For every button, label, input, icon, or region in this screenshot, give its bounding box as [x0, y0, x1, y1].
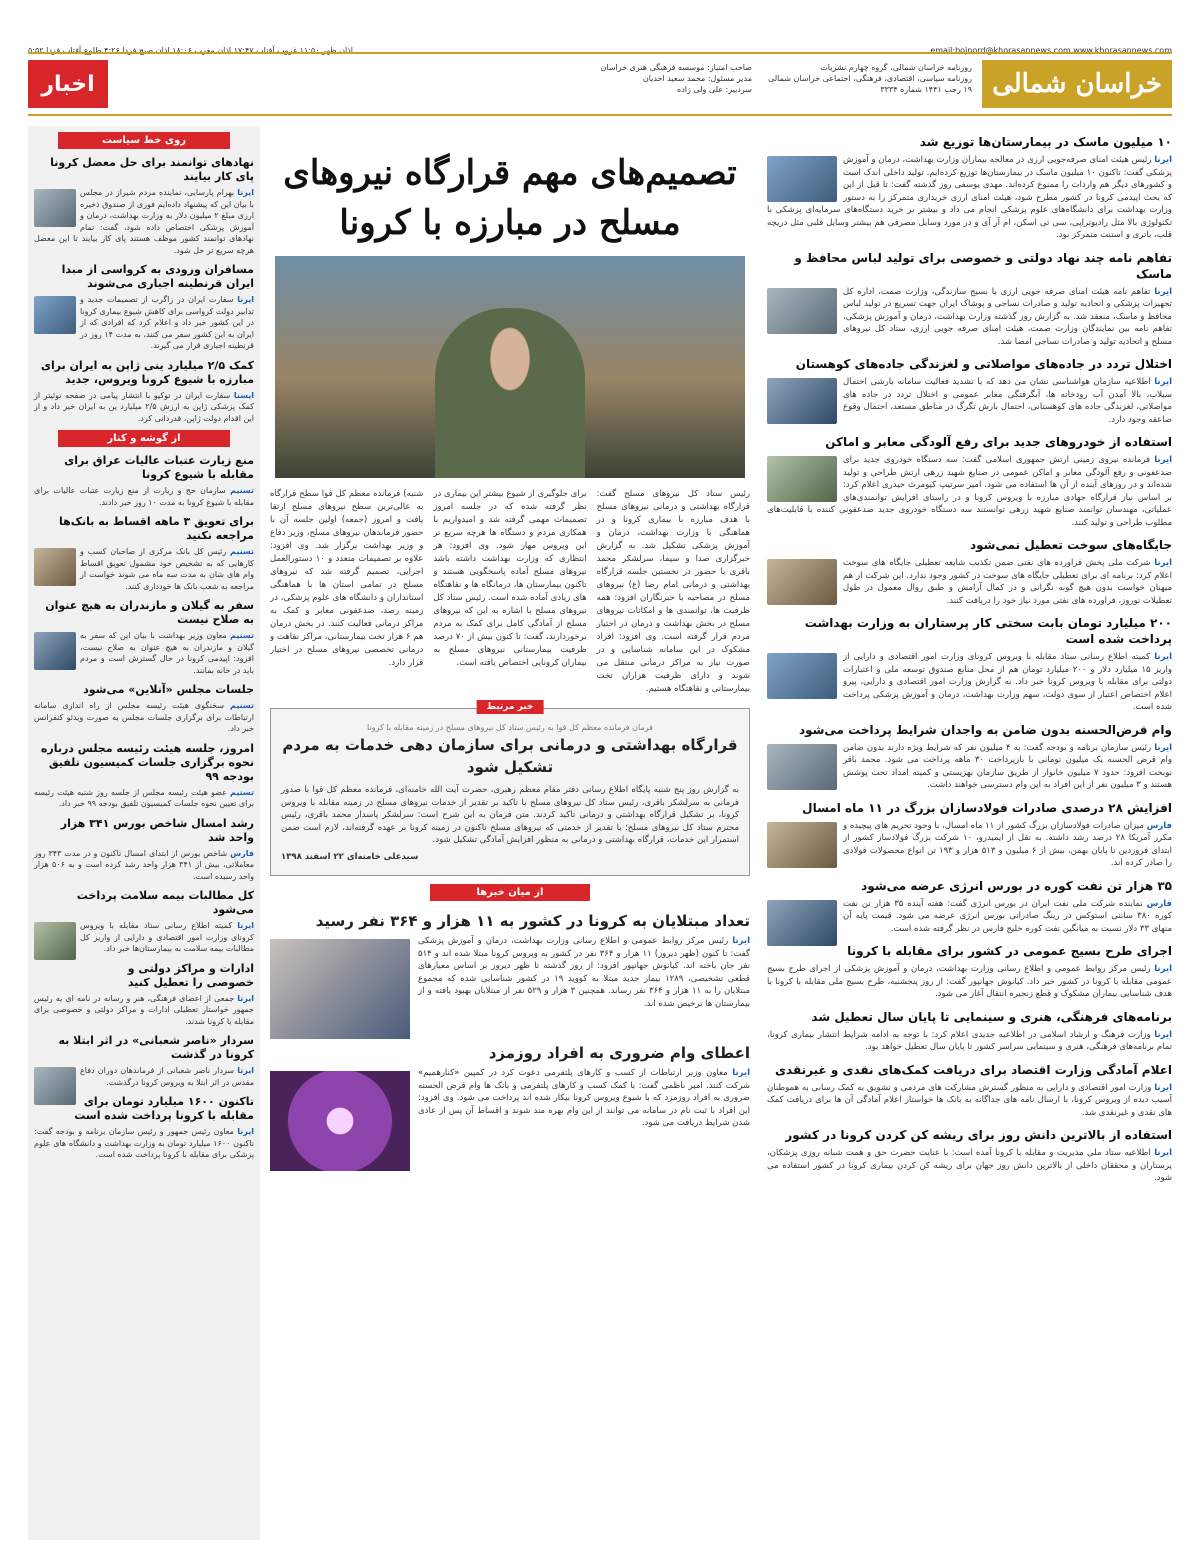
agency-label: ایرنا: [1154, 652, 1172, 662]
news-item[interactable]: [767, 1062, 1172, 1120]
news-title[interactable]: استفاده از بالاترین دانش روز برای ریشه کن کردن کرونا در کشور: [785, 1128, 1172, 1142]
news-item[interactable]: [767, 1127, 1172, 1185]
news-body: معاون وزیر بهداشت با بیان این که سفر به گیلان و مازندران به هیچ عنوان به صلاح نیست، افزود: اپیدمی کرونا در حال گسترش است و مردم باید در خانه بمانند.: [80, 631, 254, 675]
news-title[interactable]: جلسات مجلس «آنلاین» می‌شود: [83, 683, 254, 696]
issue-line: روزنامه خراسان شمالی، گروه چهارم نشریات: [820, 63, 972, 72]
news-body: رئیس سازمان برنامه و بودجه گفت: به ۴ میلیون نفر که شرایط ویژه دارند بدون ضامن وام قرض الحسنه یک میلیون تومانی با بازپرداخت ۳۰ ماهه پرداخت می شود. محمد باقر نوبخت افزود: حدود ۷ میلیون خانوار از طریق سازمان بهزیستی و کمیته امداد تحت پوشش هستند و ۳ میلیون نفر از این افراد به این وام دسترسی خواهند داشت.: [843, 742, 1172, 790]
right-news-column: [767, 126, 1172, 1540]
agency-label: ایرنا: [732, 1068, 750, 1078]
news-title[interactable]: نهادهای توانمند برای حل معضل کرونا پای کار بیایند: [50, 156, 254, 183]
news-body: کمیته اطلاع رسانی ستاد مقابله با ویروس کرونای وزارت امور اقتصادی و دارایی از واریز ۱۵ میلیارد دلار و ۲۰۰ میلیارد تومان هم از محل منابع صندوق توسعه ملی و اعتبارات دولتی برای مقابله با ویروس کرونا خبر داد. به گزارش وزارت امور اقتصادی و دارایی، پیرو اعلام اختصاص اعتبار از سوی دولت، سهم وزارت بهداشت، درمان و آموزش پزشکی پرداخت شده است.: [843, 652, 1172, 712]
agency-label: فارس: [230, 848, 254, 858]
news-photo: [34, 1067, 76, 1105]
news-title[interactable]: جایگاه‌های سوخت تعطیل نمی‌شود: [969, 538, 1172, 552]
news-title[interactable]: ۳۵ هزار تن نفت کوره در بورس انرژی عرضه می‌شود: [861, 878, 1172, 893]
agency-label: ایرنا: [1154, 558, 1172, 568]
agency-label: ایرنا: [237, 993, 254, 1003]
news-body: جمعی از اعضای فرهنگی، هنر و رسانه در نامه ای به رئیس جمهور خواستار تعطیلی ادارات و مراکز دولتی و خصوصی برای مقابله با کرونا شدند.: [34, 993, 254, 1026]
owner-info: [532, 62, 752, 95]
agency-label: ایرنا: [1154, 1029, 1172, 1040]
news-photo: [767, 378, 837, 424]
news-body: کمیته اطلاع رسانی ستاد مقابله با ویروس کرونای وزارت امور اقتصادی و دارایی از واریز کل مطالبات بیمه سلامت به بیمارستان‌ها خبر داد.: [80, 921, 254, 953]
prayer-times: اذان ظهر ۱۱:۵۰ غروب آفتاب ۱۷:۴۷ اذان مغرب ۱۸:۰۶ اذان صبح فردا ۴:۲۶ طلوع آفتاب فردا ۵:۵۲: [28, 46, 353, 55]
news-item[interactable]: [28, 889, 260, 955]
news-item[interactable]: [767, 537, 1172, 607]
news-photo: [767, 156, 837, 202]
related-body: به گزارش روز پنج شنبه پایگاه اطلاع رسانی دفتر مقام معظم رهبری، حضرت آیت الله خامنه‌ای، فرمانده معظم کل قوا با صدور فرمانی به سرلشکر باقری، رئیس ستاد کل نیروهای مسلح با تاکید بر تقدیر از خدمات نیروهای مسلح در زمینه مقابله با ویروس کرونا، بر تشکیل قرارگاه بهداشتی و درمانی تاکید کردند. متن فرمان به این شرح است: سرلشکر پاسدار محمد باقری، رئیس محترم ستاد کل نیروهای مسلح؛ با تقدیر از خدمتی که نیروهای مسلح تاکنون در زمینه کرونا بر عهده گرفته‌اند، لازم است ضمن استمرار این خدمات، قرارگاه بهداشتی و درمانی به منظور افزایش آمادگی تشکیل شود.: [281, 785, 739, 845]
news-photo: [767, 822, 837, 868]
news-title[interactable]: ۱۰ میلیون ماسک در بیمارستان‌ها توزیع شد: [919, 135, 1172, 149]
news-body: رئیس مرکز روابط عمومی و اطلاع رسانی وزارت بهداشت، درمان و آموزش پزشکی از اجرای طرح بسیج عمومی مقابله با کرونا در کشور خبر داد. کیانوش جهانپور گفت: از روز پنجشنبه، طرح بسیج ملی مقابله با کرونا با هدف شناسایی بیماران مشکوک و قطع زنجیره انتقال آغاز می شود.: [767, 964, 1172, 999]
news-item[interactable]: [28, 683, 260, 735]
news-item[interactable]: [28, 817, 260, 883]
agency-label: ایرنا: [237, 921, 254, 930]
news-item[interactable]: [767, 878, 1172, 936]
news-item[interactable]: [28, 742, 260, 810]
related-title[interactable]: قرارگاه بهداشتی و درمانی برای سازمان دهی خدمات به مردم تشکیل شود: [282, 736, 738, 776]
news-title[interactable]: اعلام آمادگی وزارت اقتصاد برای دریافت کمک‌های نقدی و غیرنقدی: [775, 1062, 1172, 1077]
news-body: رئیس هیئت امنای صرفه‌جویی ارزی در معالجه بیماران وزارت بهداشت، درمان و آموزش پزشکی گفت: تاکنون ۱۰ میلیون ماسک در بیمارستان‌ها توزیع کرده‌ایم. تولید داخلی اندک است و کشورهای دیگر هم واردات را ممنوع کرده‌اند. مهدی یوسفی روز گذشته گفت: تا قبل از این که بحث اپیدمی کرونا در کشور مطرح شود، هیئت امنای ارزی خریداری متمرکز را به دستور وزارت بهداشت برای دانشگاه‌های علوم پزشکی انجام می داد و بیشتر بر خرید دستگاه‌های سرمایه‌ای پزشکی با تکنولوژی بالا مثل رادیوتراپی، سی تی اسکن، ام آر آی و در مورد وسایل مصرفی هم بیشتر وسایل قلبی مثل دریچه قلب، باتری و استنت متمرکز بود.: [767, 155, 1172, 240]
news-body: رئیس کل بانک مرکزی از صاحبان کسب و کارهایی که به تشخیص خود مشمول تعویق اقساط وام های شان به مدت سه ماه می شوند خواست از مراجعه به شعب بانک ها خودداری کنند.: [80, 547, 254, 591]
misc-section-label: از گوشه و کنار: [58, 430, 230, 447]
news-item[interactable]: [28, 1034, 260, 1088]
news-body: معاون رئیس جمهور و رئیس سازمان برنامه و بودجه گفت: تاکنون ۱۶۰۰ میلیارد تومان به وزارت بهداشت و دانشگاه های علوم پزشکی برای مقابله با کرونا پرداخت شده است.: [34, 1127, 254, 1159]
agency-label: ایرنا: [1154, 286, 1172, 297]
owner-line: صاحب امتیاز: موسسه فرهنگی هنری خراسان: [600, 63, 752, 72]
agency-label: فارس: [1146, 898, 1172, 909]
contact-line: email:bojnord@khorasannews.com www.khorasannews.com: [930, 46, 1172, 55]
agency-label: تسنیم: [230, 787, 254, 797]
news-photo: [34, 548, 76, 586]
news-title[interactable]: اجرای طرح بسیج عمومی در کشور برای مقابله با کرونا: [847, 944, 1172, 958]
agency-label: تسنیم: [230, 547, 254, 556]
news-body: اطلاعیه ستاد ملی مدیریت و مقابله با کرونا آمده است: با عنایت حضرت حق و همت شبانه روزی پزشکان، پرستاران و محققان داخلی از بالاترین دانش روز جهان برای ریشه کن کردن بیماری کرونا در کشور استفاده می شود.: [767, 1148, 1172, 1183]
news-item[interactable]: [767, 1009, 1172, 1054]
left-news-column: [28, 126, 260, 1540]
news-title[interactable]: افزایش ۲۸ درصدی صادرات فولادسازان بزرگ در ۱۱ ماه امسال: [802, 800, 1172, 815]
news-photo: [767, 653, 837, 699]
newspaper-logo: خراسان شمالی: [982, 60, 1172, 108]
news-body: عضو هیئت رئیسه مجلس از جلسه روز شنبه هیئت رئیسه برای تعیین نحوه جلسات کمیسیون تلفیق بودجه ۹۹ خبر داد.: [34, 787, 254, 808]
related-news-box[interactable]: [270, 702, 750, 876]
news-title[interactable]: اختلال تردد در جاده‌های مواصلاتی و لغزندگی جاده‌های کوهستان: [795, 357, 1172, 371]
news-item[interactable]: [28, 263, 260, 352]
news-item[interactable]: [767, 356, 1172, 426]
signature: سیدعلی خامنه‌ای ۲۲ اسفند ۱۳۹۸: [281, 851, 419, 862]
news-title[interactable]: مسافران ورودی به کرواسی از مبدا ایران قرنطینه اجباری می‌شوند: [61, 263, 254, 290]
commander-portrait: [435, 308, 585, 478]
agency-label: ایرنا: [1154, 742, 1172, 753]
story-text: رئیس ستاد کل نیروهای مسلح گفت: قرارگاه بهداشتی و درمانی نیروهای مسلح با هدف مبارزه با بیماری کرونا و در هماهنگی با وزارت بهداشت، درمان و آموزش پزشکی تشکیل شد. به گزارش خبرگزاری صدا و سیما، سرلشکر محمد باقری با حضور در نخستین جلسه قرارگاه بهداشتی و درمانی امام رضا (ع) نیروهای مسلح در مصاحبه با خبرنگاران افزود: همه ظرفیت ها، توانمندی ها و امکانات نیروهای مسلح در بخش بهداشت و درمان در اختیار مردم قرار گرفته است. وی افزود: افراد مشکوک در این سامانه شناسایی و در صورت نیاز به مراکز درمانی منتقل می شوند و دارای ظرفیت هزاران تخت بیمارستانی و نقاهتگاه هستیم.: [596, 489, 750, 694]
news-body: شرکت ملی پخش فراورده های نفتی ضمن تکذیب شایعه تعطیلی جایگاه های سوخت اعلام کرد: برنامه ای برای تعطیلی جایگاه های سوخت در کشور وجود ندارد. این شرکت از هم میهنان خواست بدون هیچ گونه نگرانی و در کمال آرامش و طبق روال معمول در طول تعطیلات نوروز، فراورده های نفتی مورد نیاز خود را دریافت کنند.: [843, 558, 1172, 606]
story-text: برای جلوگیری از شیوع بیشتر این بیماری در نظر گرفته شده که در جلسه امروز تصمیمات مهمی گرفته شد و امیدواریم با همکاری مردم و دستگاه ها هرچه سریع تر این ویروس مهار شود. وی افزود: هر انتظاری که وزارت بهداشت داشته باشد نیروهای مسلح آماده پاسخگویی هستند و تاکنون بیمارستان ها، درمانگاه ها و نقاهتگاه های زیادی آماده شده است. رئیس ستاد کل نیروهای مسلح با اشاره به این که نیروهای مسلح از آمادگی کامل برای کمک به مردم برخوردارند، گفت: تا کنون بیش از ۷۰ درصد ظرفیت بیمارستانی نیروهای مسلح به بیماران کرونایی اختصاص یافته است.: [433, 489, 587, 668]
news-title[interactable]: ادارات و مراکز دولتی و خصوصی را تعطیل کنید: [127, 961, 254, 989]
related-news-label: خبر مرتبط: [477, 700, 544, 714]
owner-line: مدیر مسئول: محمد سعید احدیان: [642, 74, 752, 83]
news-title[interactable]: کل مطالبات بیمه سلامت پرداخت می‌شود: [76, 889, 254, 916]
news-photo: [34, 922, 76, 960]
news-photo: [767, 559, 837, 605]
agency-label: تسنیم: [230, 631, 255, 640]
news-photo: [767, 456, 837, 502]
news-item[interactable]: [767, 134, 1172, 242]
news-item[interactable]: [767, 943, 1172, 1001]
news-body: سفارت ایران در زاگرب از تصمیمات جدید و تدابیر دولت کرواسی برای کاهش شیوع بیماری کرونا در این کشور خبر داد و اعلام کرد که افرادی که از ایران به این کشور سفر می کنند، به مدت ۱۴ روز در قرنطینه اجباری قرار می گیرند.: [80, 295, 254, 350]
issue-line: روزنامه سیاسی، اقتصادی، فرهنگی، اجتماعی خراسان شمالی: [768, 74, 972, 83]
news-body: وزارت فرهنگ و ارشاد اسلامی در اطلاعیه جدیدی اعلام کرد: با توجه به ادامه شرایط انتشار بیماری کرونا، تمام برنامه‌های فرهنگی، هنری و سینمایی سراسر کشور تا پایان سال تعطیل خواهد بود.: [767, 1029, 1172, 1052]
news-title[interactable]: ۲۰۰ میلیارد تومان بابت سختی کار پرستاران به وزارت بهداشت پرداخت شده است: [804, 616, 1172, 646]
news-item[interactable]: [28, 962, 260, 1028]
news-item[interactable]: [28, 156, 260, 256]
news-body: وزارت امور اقتصادی و دارایی به منظور گسترش مشارکت های مردمی و تشویق به کمک رسانی به هموطنان آسیب دیده از ویروس کرونا، با ارسال نامه های جداگانه به بانک ها خواستار اعلام آمادگی آن ها برای دریافت کمک های نقدی و غیرنقدی شد.: [767, 1082, 1172, 1118]
news-photo: [34, 632, 76, 670]
owner-line: سردبیر: علی ولی زاده: [677, 85, 752, 94]
news-photo: [34, 189, 76, 227]
agency-label: ایرنا: [1154, 455, 1172, 465]
issue-number: ۱۹ رجب ۱۴۴۱ شماره ۳۳۳۴: [880, 85, 972, 94]
news-title[interactable]: تعداد مبتلایان به کرونا در کشور به ۱۱ هزار و ۳۶۴ نفر رسید: [315, 912, 750, 930]
news-item[interactable]: [28, 515, 260, 592]
agency-label: فارس: [1146, 820, 1172, 831]
news-body: سردار ناصر شعبانی از فرماندهان دوران دفاع مقدس در اثر ابتلا به ویروس کرونا درگذشت.: [80, 1066, 254, 1087]
news-item[interactable]: [28, 599, 260, 676]
news-body: شاخص بورس از ابتدای امسال تاکنون و در مدت ۳۴۳ روز معاملاتی، بیش از ۳۴۱ هزار واحد رشد کرده است و به ۵۰۶ هزار واحد رسیده است.: [34, 848, 255, 881]
news-title[interactable]: سردار «ناصر شعبانی» در اثر ابتلا به کرونا در گذشت: [58, 1034, 254, 1061]
agency-label: ایرنا: [237, 1066, 254, 1075]
news-photo: [767, 288, 837, 334]
issue-info: [762, 62, 972, 95]
agency-label: ایسنا: [233, 390, 254, 400]
news-body: رئیس مرکز روابط عمومی و اطلاع رسانی وزارت بهداشت، درمان و آموزش پزشکی گفت: تا کنون (ظهر دیروز) ۱۱ هزار و ۳۶۴ نفر در کشور به ویروس کرونا مبتلا شده اند و ۵۱۴ نفر جان باخته اند. کیانوش جهانپور افزود: از روز گذشته تا ظهر دیروز بر اساس معیارهای قطعی تشخیصی، ۱۲۸۹ بیمار جدید مبتلا به کووید ۱۹ در کشور شناسایی شده که مجموع مبتلایان را به ۱۱ هزار و ۳۶۴ نفر رساند. همچنین ۳ هزار و ۵۲۹ نفر از مبتلایان بهبود یافته و از بیمارستان ها ترخیص شده اند.: [418, 936, 750, 1009]
news-body: اطلاعیه سازمان هواشناسی نشان می دهد که با تشدید فعالیت سامانه بارشی احتمال سیلاب، بالا آمدن آب رودخانه ها، آبگرفتگی معابر عمومی و اختلال تردد در جاده های مواصلاتی، لغزندگی جاده های کوهستانی، احتمال بارش تگرگ در مناطق مستعد، احتمال وقوع صاعقه وجود دارد.: [843, 377, 1172, 425]
main-story-photo: [275, 256, 745, 478]
news-item[interactable]: [767, 615, 1172, 714]
masthead: [28, 52, 1172, 116]
news-body: فرمانده نیروی زمینی ارتش جمهوری اسلامی گفت: سه دستگاه خودروی جدید برای ضدعفونی و رفع آلودگی معابر و اماکن عمومی در صنایع شهید زرهی ارتش طراحی و تولید شده‌اند و در روزهای آینده از آن ها استفاده می شود. امیر سرتیپ کیومرث حیدری اعلام کرد: بر اساس نیاز قرارگاه جهادی مبارزه با ویروس کرونا و در راستای افزایش توانمندی‌های عملیاتی، مهندسان توانمند صنایع شهید زرهی توانستند سه دستگاه خودروی جدید ضدعفونی کننده با قابلیت‌های مطلوب طراحی و تولید کنند.: [767, 455, 1172, 528]
news-title[interactable]: منع زیارت عتبات عالیات عراق برای مقابله با شیوع کرونا: [64, 454, 254, 481]
related-kicker: فرمان فرمانده معظم کل قوا به رئیس ستاد کل نیروهای مسلح در زمینه مقابله با کرونا: [367, 723, 653, 732]
news-body: سفارت ایران در توکیو با انتشار پیامی در صفحه توئیتر از کمک پزشکی ژاپن به ارزش ۲/۵ میلیارد ین به ایران خبر داد و از این اقدام دولت ژاپن، قدردانی کرد.: [34, 390, 254, 423]
agency-label: ایرنا: [1154, 964, 1172, 974]
news-title[interactable]: سفر به گیلان و مازندران به هیچ عنوان به صلاح نیست: [45, 599, 254, 626]
main-headline[interactable]: تصمیم‌های مهم قرارگاه نیروهای مسلح در مبارزه با کرونا: [283, 153, 737, 243]
story-text: شنبه) فرمانده معظم کل قوا سطح قرارگاه به عالی‌ترین سطح نیروهای مسلح ارتقا یافت و امروز (جمعه) اولین جلسه آن با حضور فرماندهان نیروهای مسلح، وزیر دفاع و وزیر بهداشت برگزار شد. وی افزود: علاوه بر تصمیمات متعدد و ۱۰ دستورالعمل اجرایی، تصمیم گرفته شد که نیروهای مسلح در تمامی استان ها با هماهنگی استانداران و دانشگاه های علوم پزشکی، در زمینه رصد، ضدعفونی معابر و کمک به مراکز درمانی فعالیت کنند. در بخش درمان هم ۶ هزار تخت بیمارستانی، مراکز نقاهت و درمانی تخصصی نیروهای مسلح در اختیار قرار دارد.: [270, 489, 424, 668]
main-story-column: [270, 126, 750, 1540]
news-body: سخنگوی هیئت رئیسه مجلس از راه اندازی سامانه ارتباطات برای برگزاری جلسات مجلس به صورت ویدئو کنفرانس خبر داد.: [34, 701, 254, 733]
agency-label: ایرنا: [237, 295, 254, 304]
news-title[interactable]: اعطای وام ضروری به افراد روزمزد: [488, 1044, 750, 1062]
news-item[interactable]: [270, 911, 750, 1010]
news-photo: [34, 296, 76, 334]
news-title[interactable]: تاکنون ۱۶۰۰ میلیارد تومان برای مقابله با کرونا پرداخت شده است: [74, 1095, 254, 1122]
between-news-label: از میان خبرها: [430, 884, 590, 901]
agency-label: ایرنا: [1154, 1082, 1172, 1093]
news-title[interactable]: تفاهم نامه چند نهاد دولتی و خصوصی برای تولید لباس محافظ و ماسک: [794, 250, 1172, 281]
agency-label: تسنیم: [230, 701, 254, 710]
virus-photo: [270, 1071, 410, 1171]
news-title[interactable]: رشد امسال شاخص بورس ۳۴۱ هزار واحد شد: [60, 816, 254, 844]
news-photo: [767, 900, 837, 946]
news-body: بهرام پارسایی، نماینده مردم شیراز در مجلس با بیان این که پیشنهاد داده‌ایم فوری از صندوق ذخیره ارزی مبلغ ۲ میلیون دلار به وزارت بهداشت، درمان و آموزش پزشکی اختصاص داده شود، گفت: تمام نهادهای توانمند کشور موظف هستند پای کار بیایند تا این معضل هرچه سریع تر حل شود.: [34, 188, 255, 255]
news-title[interactable]: کمک ۲/۵ میلیارد ینی ژاپن به ایران برای مبارزه با شیوع کرونا ویروس، جدید: [40, 358, 254, 386]
news-item[interactable]: [767, 434, 1172, 529]
agency-label: ایرنا: [1154, 1148, 1172, 1158]
news-item[interactable]: [28, 454, 260, 508]
agency-label: ایرنا: [732, 936, 750, 946]
section-label: اخبار: [28, 60, 108, 108]
news-item[interactable]: [767, 800, 1172, 870]
agency-label: ایرنا: [237, 188, 254, 197]
news-title[interactable]: وام قرض‌الحسنه بدون ضامن به واجدان شرایط پرداخت می‌شود: [798, 722, 1172, 737]
news-title[interactable]: امروز، جلسه هیئت رئیسه مجلس درباره نحوه برگزاری جلسات کمیسیون تلفیق بودجه ۹۹: [40, 741, 254, 783]
agency-label: ایرنا: [1154, 377, 1172, 387]
news-title[interactable]: برای تعویق ۳ ماهه اقساط به بانک‌ها مراجعه نکنید: [59, 515, 254, 542]
news-body: میزان صادرات فولادسازان بزرگ کشور از ۱۱ ماه امسال، با وجود تحریم های پیچیده و مکرر آمریکا ۲۸ درصد رشد داشته. به نقل از ایمیدرو، ۱۰ شرکت بزرگ فولادساز کشور از ابتدای فروردین تا پایان بهمن، بیش از ۶ میلیون و ۵۱۳ هزار و ۱۹۳ تن انواع محصولات فولادی را صادر کرده اند.: [843, 820, 1172, 868]
news-photo: [767, 744, 837, 790]
news-item[interactable]: [28, 359, 260, 425]
news-body: تفاهم نامه هیئت امنای صرفه جویی ارزی با بسیج سازندگی، وزارت صمت، اداره کل تجهیزات پزشکی و اتحادیه تولید و صادرات نساجی و پوشاک ایران جهت تسریع در تولید لباس محافظ و ماسک، منعقد شد. به گزارش روز گذشته وزارت بهداشت، درمان و آموزش پزشکی، تفاهم نامه بین نمایندگان وزارت صمت، هیئت امنای صرفه جویی ارزی، ستاد کل نیروهای مسلح و اتحادیه تولید و صادرات نساجی امضا شد.: [843, 286, 1172, 347]
main-story-body: [270, 488, 750, 700]
agency-label: تسنیم: [230, 486, 255, 495]
news-body: معاون وزیر ارتباطات از کسب و کارهای پلتفرمی دعوت کرد در کمپین «کنارهمیم» شرکت کنند. امیر ناظمی گفت: با کمک کسب و کارهای پلتفرمی و بانک ها وام قرض الحسنه ضروری به افراد روزمزد که با شیوع ویروس کرونا بیکار شده اند پرداخت می شود. وی افزود: این افراد با ثبت نام در سامانه می توانند از این وام بهره مند شوند و اقساط آن پس از عادی شدن شرایط دریافت می شود.: [418, 1068, 750, 1128]
spokesman-photo: [270, 939, 410, 1039]
news-title[interactable]: استفاده از خودروهای جدید برای رفع آلودگی معابر و اماکن: [825, 435, 1172, 449]
agency-label: ایرنا: [1154, 155, 1172, 165]
news-body: سازمان حج و زیارت از منع زیارت عتبات عالیات برای مقابله با شیوع کرونا به مدت ۱۰ روز خبر دادند.: [34, 486, 254, 507]
news-item[interactable]: [767, 250, 1172, 349]
news-title[interactable]: برنامه‌های فرهنگی، هنری و سینمایی تا پایان سال تعطیل شد: [811, 1009, 1172, 1024]
news-item[interactable]: [767, 722, 1172, 792]
news-item[interactable]: [270, 1043, 750, 1130]
agency-label: ایرنا: [237, 1127, 255, 1136]
politics-section-label: روی خط سیاست: [58, 132, 230, 149]
news-body: نماینده شرکت ملی نفت ایران در بورس انرژی گفت: هفته آینده ۳۵ هزار تن نفت کوره ۳۸۰ سانتی استوکس در رینگ صادراتی بورس انرژی عرضه می شود. قیمت پایه آن منهای ۳۳ دلار نسبت به میانگین نفت کوره خلیج فارس در نظر گرفته شده است.: [843, 898, 1172, 934]
